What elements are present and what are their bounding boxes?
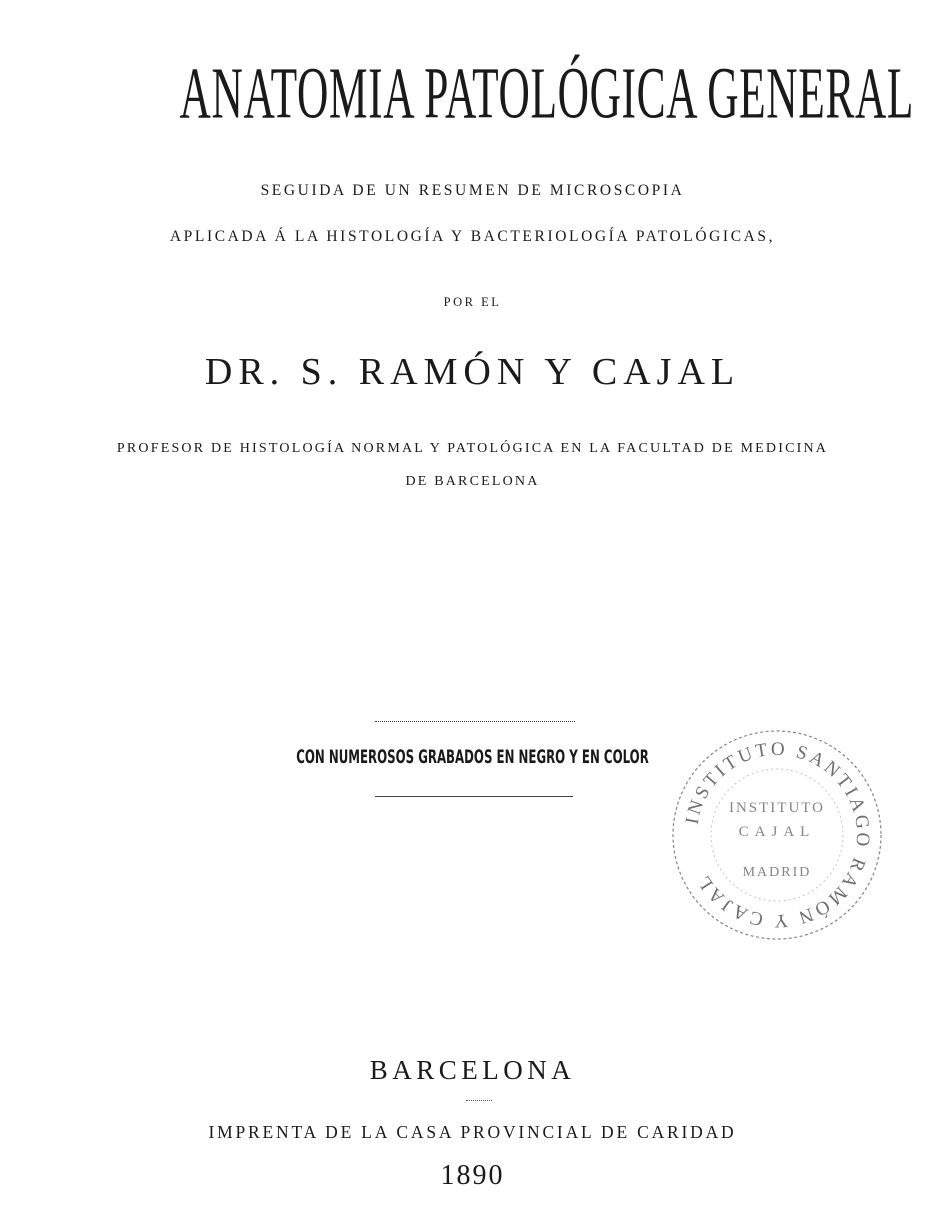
by-line: POR EL [443,295,502,309]
printer-name: IMPRENTA DE LA CASA PROVINCIAL DE CARIDAD [208,1122,737,1142]
stamp-ring-text: INSTITUTO SANTIAGO RAMÓN Y CAJAL [681,738,874,932]
divider-top [375,721,575,722]
subtitle-line-1: SEGUIDA DE UN RESUMEN DE MICROSCOPIA [260,182,685,199]
place-of-publication: BARCELONA [369,1055,576,1085]
divider-bottom [375,796,573,797]
place-underline [466,1100,492,1101]
subtitle-line-2: APLICADA Á LA HISTOLOGÍA Y BACTERIOLOGÍA PATOLÓGICAS, [169,228,776,245]
library-stamp-icon [668,726,886,944]
publication-year: 1890 [440,1160,505,1191]
book-title: ANATOMIA PATOLÓGICA GENERAL [179,53,915,135]
affiliation-line-1: PROFESOR DE HISTOLOGÍA NORMAL Y PATOLÓGICA EN LA FACULTAD DE MEDICINA [116,441,829,456]
stamp-center-line-3: MADRID [742,865,812,880]
stamp-center-line-2: CAJAL [738,824,816,840]
author-name: DR. S. RAMÓN Y CAJAL [204,351,741,393]
affiliation-line-2: DE BARCELONA [405,474,540,489]
stamp-center-line-1: INSTITUTO [728,800,826,816]
illustrations-note: CON NUMEROSOS GRABADOS EN NEGRO Y EN COLOR [296,746,649,768]
